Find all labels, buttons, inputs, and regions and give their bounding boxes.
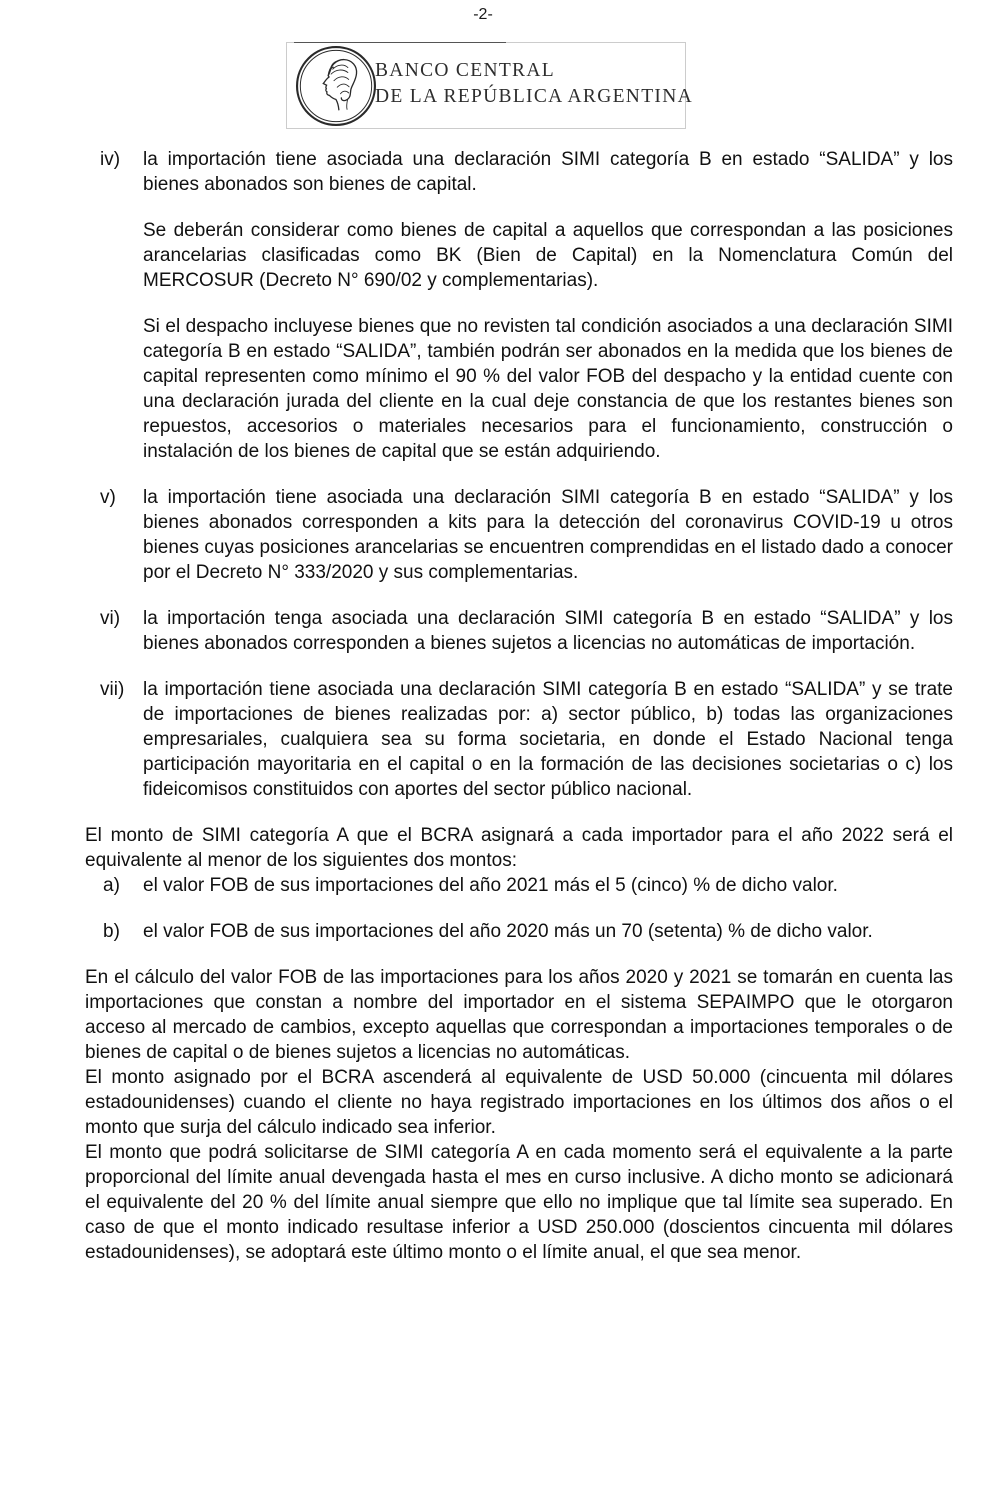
paragraph: el valor FOB de sus importaciones del año 2021 más el 5 (cinco) % de dicho valor. [143, 875, 838, 896]
list-item-body [143, 606, 953, 656]
paragraph-usd-50000: El monto asignado por el BCRA ascenderá al equivalente de USD 50.000 (cincuenta mil dólares estadounidenses) cuando el cliente no haya registrado importaciones en los últimos dos años o el monto que surja del cálculo indicado sea inferior. [85, 1067, 953, 1138]
liberty-head-emblem-icon [295, 45, 377, 127]
list-item-b [85, 919, 953, 944]
paragraph: Se deberán considerar como bienes de capital a aquellos que correspondan a las posiciones arancelarias clasificadas como BK (Bien de Capital) en la Nomenclatura Común del MERCOSUR (Decreto N° 690/02 y complementarias). [143, 220, 953, 291]
list-item-body [143, 485, 953, 585]
logo-text [375, 58, 693, 110]
list-item-body [143, 919, 953, 944]
list-item-label: b) [103, 921, 120, 942]
bcra-logo [286, 42, 693, 129]
page-number: -2- [473, 6, 493, 23]
document-body [85, 147, 953, 1265]
list-item-label: v) [100, 487, 116, 508]
list-item-label: vii) [100, 679, 125, 700]
paragraph: Si el despacho incluyese bienes que no revisten tal condición asociados a una declaración SIMI categoría B en estado “SALIDA”, también podrán ser abonados en la medida que los bienes de capital representen como mínimo el 90 % del valor FOB del despacho y la entidad cuente con una declaración jurada del cliente en la cual deje constancia de que los restantes bienes son repuestos, accesorios o materiales necesarios para el funcionamiento, construcción o instalación de los bienes de capital que se están adquiriendo. [143, 316, 953, 462]
list-item-iv [85, 147, 953, 464]
list-item-vii [85, 677, 953, 802]
logo-bank-name-line2: DE LA REPÚBLICA ARGENTINA [375, 86, 693, 107]
paragraph-annual-limit: El monto que podrá solicitarse de SIMI categoría A en cada momento será el equivalente a la parte proporcional del límite anual devengada hasta el mes en curso inclusive. A dicho monto se adicionará el equivalente del 20 % del límite anual siempre que ello no implique que tal límite sea superado. En caso de que el monto indicado resultase inferior a USD 250.000 (doscientos cincuenta mil dólares estadounidenses), se adoptará este último monto o el límite anual, el que sea menor. [85, 1142, 953, 1263]
paragraph: la importación tiene asociada una declaración SIMI categoría B en estado “SALIDA” y se trate de importaciones de bienes realizadas por: a) sector público, b) todas las organizaciones empresariales, cualquiera sea su forma societaria, en donde el Estado Nacional tenga participación mayoritaria en el capital o en la formación de las decisiones societarias o c) los fideicomisos constituidos con aportes del sector público nacional. [143, 679, 953, 800]
list-item-vi [85, 606, 953, 656]
paragraph: el valor FOB de sus importaciones del año 2020 más un 70 (setenta) % de dicho valor. [143, 921, 873, 942]
list-item-body [143, 873, 953, 898]
paragraph: la importación tiene asociada una declaración SIMI categoría B en estado “SALIDA” y los bienes abonados son bienes de capital. [143, 149, 953, 195]
list-item-label: iv) [100, 149, 121, 170]
paragraph-simi-a-intro: El monto de SIMI categoría A que el BCRA asignará a cada importador para el año 2022 será el equivalente al menor de los siguientes dos montos: [85, 825, 953, 871]
list-item-v [85, 485, 953, 585]
list-item-a [85, 873, 953, 898]
paragraph: la importación tenga asociada una declaración SIMI categoría B en estado “SALIDA” y los bienes abonados corresponden a bienes sujetos a licencias no automáticas de importación. [143, 608, 953, 654]
paragraph: la importación tiene asociada una declaración SIMI categoría B en estado “SALIDA” y los bienes abonados corresponden a kits para la detección del coronavirus COVID-19 u otros bienes cuyas posiciones arancelarias se encuentren comprendidas en el listado dado a conocer por el Decreto N° 333/2020 y sus complementarias. [143, 487, 953, 583]
logo-bank-name-line1: BANCO CENTRAL [375, 60, 555, 81]
list-item-label: a) [103, 875, 120, 896]
logo-scan-line [294, 42, 506, 43]
paragraph-fob-calc: En el cálculo del valor FOB de las importaciones para los años 2020 y 2021 se tomarán en cuenta las importaciones que constan a nombre del importador en el sistema SEPAIMPO que le otorgaron acceso al mercado de cambios, excepto aquellas que correspondan a importaciones temporales o de bienes de capital o de bienes sujetos a licencias no automáticas. [85, 967, 953, 1063]
list-item-label: vi) [100, 608, 121, 629]
list-item-body [143, 147, 953, 464]
list-item-body [143, 677, 953, 802]
